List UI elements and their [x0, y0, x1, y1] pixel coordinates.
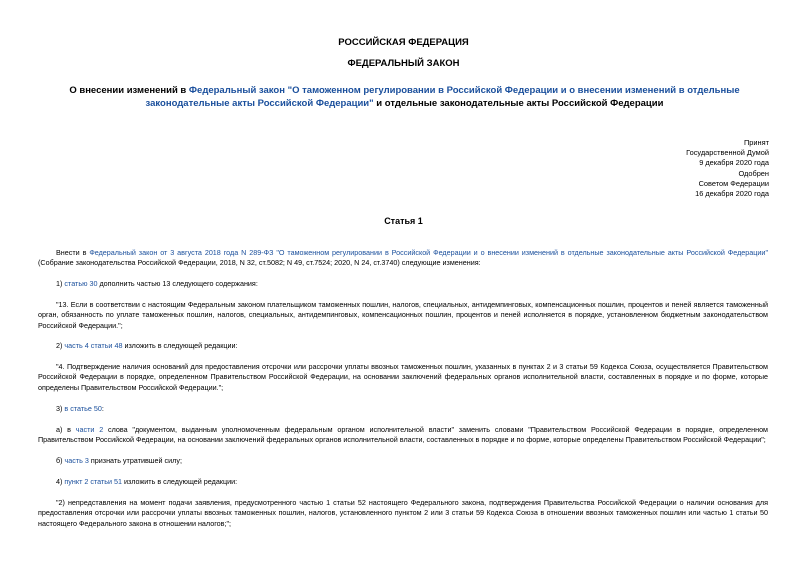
item-1-number: 1) — [56, 279, 65, 288]
document-type-heading: ФЕДЕРАЛЬНЫЙ ЗАКОН — [347, 58, 460, 69]
adoption-line-approved: Одобрен — [738, 168, 769, 178]
item-3a — [38, 425, 768, 446]
item-3b-link[interactable]: часть 3 — [64, 456, 89, 465]
adoption-line-council: Советом Федерации — [698, 178, 769, 188]
item-1-text: "13. Если в соответствии с настоящим Федеральным законом плательщиком таможенных пошлин, налогов, специальных, антидемпинговых, компенсационных пошлин, процентов и пеней является таможенный орган, обязанность по уплате таможенных пошлин, налогов, специальных, антидемпинговых, компенсационных пошлин, процентов и пеней исполняется в порядке, установленном бюджетным законодательством Российской Федерации."; — [38, 300, 768, 330]
item-2-text: "4. Подтверждение наличия оснований для предоставления отсрочки или рассрочки уплаты ввозных таможенных пошлин, указанных в пунктах 2 и 3 статьи 59 Кодекса Союза, осуществляется Правительством Российской Федерации в порядке, определенном Правительством Российской Федерации, на основании заключений федеральных органов исполнительной власти, составленных в порядке и по форме, которые определены Правительством Российской Федерации."; — [38, 362, 768, 392]
item-3b-pre: б) — [56, 456, 65, 465]
item-2 — [38, 341, 768, 351]
item-3-link[interactable]: в статье 50 — [64, 404, 102, 413]
item-3-post: : — [101, 404, 104, 413]
item-3-number: 3) — [56, 404, 65, 413]
country-heading: РОССИЙСКАЯ ФЕДЕРАЦИЯ — [338, 37, 469, 48]
item-4-number: 4) — [56, 477, 65, 486]
law-title-prefix: О внесении изменений в — [69, 85, 189, 96]
item-3a-link[interactable]: части 2 — [75, 425, 104, 434]
adoption-line-duma: Государственной Думой — [686, 148, 769, 158]
item-4 — [38, 477, 768, 487]
item-1-link[interactable]: статью 30 — [64, 279, 98, 288]
intro-pre: Внести в — [56, 248, 90, 257]
adoption-line-duma-date: 9 декабря 2020 года — [699, 158, 769, 168]
item-4-post: изложить в следующей редакции: — [122, 477, 238, 486]
adoption-block — [686, 138, 769, 199]
intro-paragraph — [38, 248, 768, 269]
item-1 — [38, 279, 768, 289]
item-3b-post: признать утратившей силу; — [88, 456, 182, 465]
item-3b — [38, 456, 768, 466]
item-3a-post: слова "документом, выданным уполномоченным федеральным органом исполнительной власти" заменить словами "Правительством Российской Федерации в порядке, определенном Правительством Российской Федерации, на основании заключений федеральных органов исполнительной власти, составленных в порядке и по форме, которые определены Правительством Российской Федерации"; — [38, 425, 769, 445]
item-4-text: "2) непредставления на момент подачи заявления, предусмотренного частью 1 статьи 52 настоящего Федерального закона, подтверждения Правительства Российской Федерации о наличии основания для предоставления отсрочки или рассрочки уплаты ввозных таможенных пошлин, налогов, установленного пунктом 2 или 3 статьи 59 Кодекса Союза в отношении ввозных таможенных пошлин или частью 1 статьи 50 настоящего Федерального закона в отношении налогов;"; — [38, 498, 768, 528]
intro-law-link[interactable]: Федеральный закон от 3 августа 2018 года N 289-ФЗ "О таможенном регулировании в Российской Федерации и о внесении изменений в отдельные законодательные акты Российской Федерации" — [89, 248, 768, 257]
item-2-link[interactable]: часть 4 статьи 48 — [64, 341, 123, 350]
item-1-post: дополнить частью 13 следующего содержания: — [97, 279, 258, 288]
intro-post: (Собрание законодательства Российской Федерации, 2018, N 32, ст.5082; N 49, ст.7524; 2020, N 24, ст.3740) следующие изменения: — [38, 258, 481, 268]
item-2-number: 2) — [56, 341, 65, 350]
adoption-line-adopted: Принят — [743, 138, 769, 147]
law-title-suffix: и отдельные законодательные акты Российской Федерации — [373, 97, 664, 109]
adoption-line-council-date: 16 декабря 2020 года — [695, 189, 769, 199]
item-3a-pre: а) в — [56, 425, 76, 434]
item-3 — [38, 404, 768, 414]
item-2-post: изложить в следующей редакции: — [122, 341, 238, 350]
law-title-link[interactable]: Федеральный закон "О таможенном регулировании в Российской Федерации и о внесении изменений в отдельные законодательные акты Российской Федерации" — [145, 85, 740, 109]
article-title: Статья 1 — [384, 216, 423, 226]
item-4-link[interactable]: пункт 2 статьи 51 — [64, 477, 123, 486]
law-title — [38, 85, 771, 110]
